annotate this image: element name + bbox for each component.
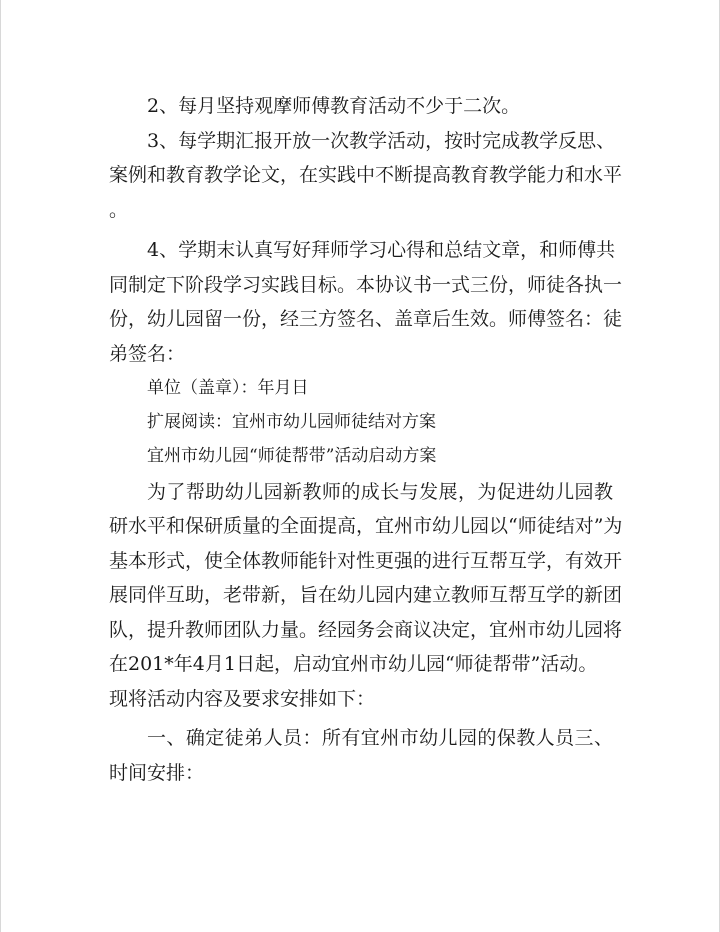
paragraph-line: 4、学期末认真写好拜师学习心得和总结文章，和师傅共 [147, 239, 616, 261]
paragraph-line: 2、每月坚持观摩师傅教育活动不少于二次。 [147, 95, 521, 117]
paragraph-line: 基本形式，使全体教师能针对性更强的进行互帮互学，有效开 [109, 550, 623, 572]
plan-title-line: 宜州市幼儿园“师徒帮带”活动启动方案 [147, 446, 437, 466]
paragraph-line: 案例和教育教学论文，在实践中不断提高教育教学能力和水平 [109, 164, 623, 186]
paragraph-line: 研水平和保研质量的全面提高，宜州市幼儿园以“师徒结对”为 [109, 515, 623, 537]
paragraph-line: 为了帮助幼儿园新教师的成长与发展，为促进幼儿园教 [147, 481, 613, 503]
paragraph-line: 展同伴互助，老带新，旨在幼儿园内建立教师互帮互学的新团 [109, 584, 623, 606]
paragraph-line: 队，提升教师团队力量。经园务会商议决定，宜州市幼儿园将 [109, 619, 623, 641]
paragraph-line: 3、每学期汇报开放一次教学活动，按时完成教学反思、 [147, 130, 616, 152]
paragraph-line: 份，幼儿园留一份，经三方签名、盖章后生效。师傅签名：徒 [109, 308, 623, 330]
extended-reading-line: 扩展阅读：宜州市幼儿园师徒结对方案 [147, 412, 436, 432]
paragraph-line: 在201*年4月1日起，启动宜州市幼儿园“师徒帮带”活动。 [109, 653, 598, 675]
paragraph-line: 时间安排： [109, 762, 205, 784]
paragraph-line: 一、确定徒弟人员：所有宜州市幼儿园的保教人员三、 [147, 727, 613, 749]
paragraph-line: 同制定下阶段学习实践目标。本协议书一式三份，师徒各执一 [109, 274, 623, 296]
paragraph-line: 弟签名： [109, 343, 186, 365]
paragraph-line: 现将活动内容及要求安排如下： [109, 688, 376, 710]
paragraph-line: 。 [109, 199, 129, 221]
unit-seal-line: 单位（盖章）：年月日 [147, 378, 309, 398]
